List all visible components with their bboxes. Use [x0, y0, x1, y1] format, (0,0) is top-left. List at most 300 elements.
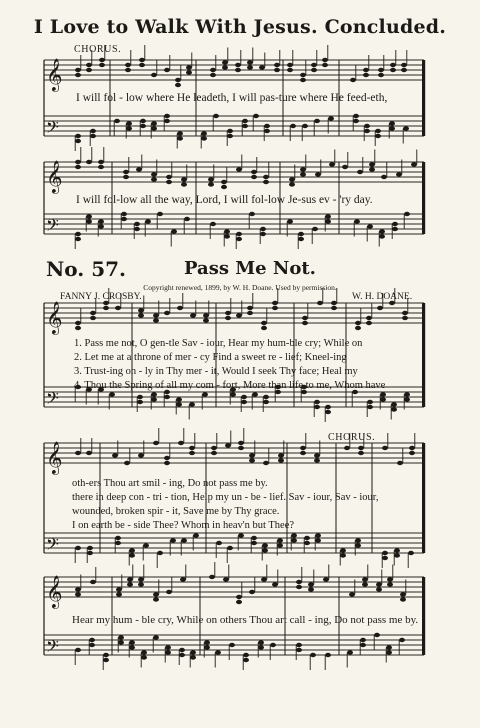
note-head: [157, 551, 163, 555]
note-head: [210, 68, 216, 72]
note-head: [362, 582, 368, 586]
note-head: [164, 461, 170, 465]
note-head: [264, 129, 270, 133]
note-head: [243, 658, 249, 662]
note-head: [247, 60, 253, 64]
note-head: [224, 229, 230, 233]
note-head: [75, 546, 81, 550]
note-head: [140, 119, 146, 123]
note-head: [382, 551, 388, 555]
note-head: [171, 229, 177, 233]
note-head: [277, 538, 283, 542]
note-head: [302, 321, 308, 325]
note-head: [151, 177, 157, 181]
note-head: [140, 124, 146, 128]
note-head: [153, 597, 159, 601]
note-head: [165, 650, 171, 654]
note-head: [300, 78, 306, 82]
verse-1-line: 1. Pass me not, O gen-tle Sav - iour, Hear my hum-ble cry; While on: [74, 338, 363, 349]
note-head: [75, 451, 81, 455]
note-head: [193, 533, 199, 537]
note-head: [261, 326, 267, 330]
note-head: [90, 129, 96, 133]
note-head: [360, 638, 366, 642]
note-head: [87, 551, 93, 555]
note-head: [392, 222, 398, 226]
note-head: [274, 68, 280, 72]
note-head: [151, 121, 157, 125]
note-head: [315, 538, 321, 542]
note-head: [354, 219, 360, 223]
note-head: [315, 172, 321, 176]
note-head: [315, 533, 321, 537]
note-head: [328, 116, 334, 120]
note-head: [121, 217, 127, 221]
note-head: [141, 650, 147, 654]
note-head: [75, 648, 81, 652]
note-head: [298, 237, 304, 241]
note-head: [115, 306, 121, 310]
note-head: [203, 318, 209, 322]
note-head: [238, 441, 244, 445]
note-head: [242, 119, 248, 123]
note-head: [358, 446, 364, 450]
note-head: [129, 548, 135, 552]
note-head: [272, 582, 278, 586]
verse-4-line-b: I on earth be - side Thee? Whom in heav'n but Thee?: [72, 520, 295, 531]
note-head: [260, 232, 266, 236]
note-head: [360, 643, 366, 647]
note-head: [264, 124, 270, 128]
note-head: [118, 635, 124, 639]
note-head: [378, 68, 384, 72]
note-head: [251, 536, 257, 540]
note-head: [325, 219, 331, 223]
note-head: [151, 73, 157, 77]
note-head: [253, 114, 259, 118]
note-head: [136, 167, 142, 171]
note-head: [129, 645, 135, 649]
note-head: [308, 582, 314, 586]
note-head: [314, 458, 320, 462]
author-credit: FANNY J. CROSBY.: [60, 292, 142, 302]
note-head: [304, 536, 310, 540]
note-head: [300, 167, 306, 171]
note-head: [204, 645, 210, 649]
bass-clef: 𝄢: [46, 117, 59, 141]
note-head: [230, 392, 236, 396]
copyright-note: Copyright renewed, 1899, by W. H. Doane. Used by permission.: [143, 283, 337, 292]
note-head: [153, 592, 159, 596]
note-head: [115, 541, 121, 545]
note-head: [166, 175, 172, 179]
note-head: [75, 587, 81, 591]
note-head: [252, 392, 258, 396]
note-head: [302, 124, 308, 128]
note-head: [103, 653, 109, 657]
page-title: I Love to Walk With Jesus. Concluded.: [33, 16, 447, 38]
note-head: [355, 538, 361, 542]
note-head: [210, 222, 216, 226]
note-head: [201, 131, 207, 135]
note-head: [249, 453, 255, 457]
note-head: [400, 597, 406, 601]
note-head: [177, 306, 183, 310]
note-head: [229, 643, 235, 647]
note-head: [358, 451, 364, 455]
note-head: [86, 219, 92, 223]
note-head: [300, 172, 306, 176]
note-head: [259, 65, 265, 69]
note-head: [382, 446, 388, 450]
note-head: [134, 227, 140, 231]
note-head: [304, 541, 310, 545]
note-head: [270, 643, 276, 647]
lyric-line-2: I will fol-low all the way, Lord, I will fol-low Je-sus ev - 'ry day.: [76, 194, 373, 206]
verse-1-line-b: oth-ers Thou art smil - ing, Do not pass me by.: [72, 478, 268, 489]
note-head: [89, 638, 95, 642]
note-head: [186, 70, 192, 74]
verse-3-line-b: wounded, broken spir - it, Save me by Thy grace.: [72, 506, 280, 517]
note-head: [355, 543, 361, 547]
note-head: [408, 551, 414, 555]
note-head: [151, 126, 157, 130]
note-head: [211, 446, 217, 450]
note-head: [236, 232, 242, 236]
note-head: [241, 395, 247, 399]
note-head: [238, 533, 244, 537]
note-head: [344, 446, 350, 450]
note-head: [251, 541, 257, 545]
note-head: [90, 580, 96, 584]
note-head: [272, 301, 278, 305]
note-head: [325, 410, 331, 414]
note-head: [389, 126, 395, 130]
note-head: [322, 58, 328, 62]
note-head: [355, 326, 361, 330]
note-head: [164, 395, 170, 399]
note-head: [227, 546, 233, 550]
note-head: [184, 217, 190, 221]
note-head: [314, 119, 320, 123]
note-head: [411, 162, 417, 166]
note-head: [99, 63, 105, 67]
composer-credit: W. H. DOANE.: [352, 292, 413, 302]
note-head: [249, 458, 255, 462]
note-head: [145, 219, 151, 223]
note-head: [116, 592, 122, 596]
note-head: [177, 136, 183, 140]
note-head: [225, 311, 231, 315]
note-head: [322, 63, 328, 67]
note-head: [380, 392, 386, 396]
note-head: [99, 58, 105, 62]
note-head: [179, 653, 185, 657]
note-head: [125, 68, 131, 72]
note-head: [203, 313, 209, 317]
note-head: [189, 446, 195, 450]
note-head: [289, 177, 295, 181]
note-head: [227, 134, 233, 138]
note-head: [241, 400, 247, 404]
note-head: [181, 177, 187, 181]
note-head: [340, 553, 346, 557]
note-head: [379, 229, 385, 233]
note-head: [353, 114, 359, 118]
note-head: [221, 180, 227, 184]
note-head: [401, 68, 407, 72]
note-head: [387, 582, 393, 586]
note-head: [75, 232, 81, 236]
note-head: [409, 451, 415, 455]
note-head: [263, 461, 269, 465]
note-head: [404, 397, 410, 401]
note-head: [300, 451, 306, 455]
note-head: [75, 237, 81, 241]
note-head: [126, 121, 132, 125]
chorus-lyric-line: Hear my hum - ble cry, While on others Thou art call - ing, Do not pass me by.: [72, 614, 419, 626]
note-head: [98, 165, 104, 169]
note-head: [138, 577, 144, 581]
note-head: [396, 172, 402, 176]
note-head: [98, 224, 104, 228]
note-head: [397, 461, 403, 465]
note-head: [166, 180, 172, 184]
note-head: [176, 397, 182, 401]
note-head: [170, 538, 176, 542]
note-head: [262, 543, 268, 547]
note-head: [124, 461, 130, 465]
note-head: [278, 453, 284, 457]
note-head: [402, 311, 408, 315]
treble-clef: 𝄞: [46, 441, 63, 474]
note-head: [261, 321, 267, 325]
note-head: [208, 177, 214, 181]
note-head: [278, 458, 284, 462]
note-head: [90, 316, 96, 320]
note-head: [179, 648, 185, 652]
note-head: [331, 306, 337, 310]
note-head: [75, 73, 81, 77]
note-head: [340, 548, 346, 552]
note-head: [164, 68, 170, 72]
note-head: [402, 316, 408, 320]
note-head: [366, 316, 372, 320]
note-head: [242, 124, 248, 128]
note-head: [211, 451, 217, 455]
verse-3-line: 3. Trust-ing on - ly in Thy mer - it, Would I seek Thy face; Heal my: [74, 366, 358, 377]
note-head: [190, 313, 196, 317]
note-head: [289, 182, 295, 186]
note-head: [222, 65, 228, 69]
note-head: [350, 78, 356, 82]
note-head: [274, 63, 280, 67]
note-head: [177, 131, 183, 135]
treble-clef: 𝄞: [46, 575, 63, 608]
note-head: [290, 124, 296, 128]
note-head: [129, 553, 135, 557]
note-head: [137, 400, 143, 404]
note-head: [151, 172, 157, 176]
note-head: [367, 400, 373, 404]
note-head: [235, 63, 241, 67]
note-head: [311, 63, 317, 67]
note-head: [236, 600, 242, 604]
note-head: [180, 577, 186, 581]
note-head: [378, 73, 384, 77]
note-head: [227, 129, 233, 133]
note-head: [153, 318, 159, 322]
note-head: [189, 451, 195, 455]
note-head: [262, 548, 268, 552]
note-head: [86, 451, 92, 455]
note-head: [390, 68, 396, 72]
note-head: [287, 68, 293, 72]
note-head: [409, 446, 415, 450]
note-head: [342, 165, 348, 169]
note-head: [165, 645, 171, 649]
note-head: [314, 400, 320, 404]
note-head: [287, 219, 293, 223]
note-head: [376, 587, 382, 591]
note-head: [129, 640, 135, 644]
note-head: [391, 402, 397, 406]
note-head: [400, 592, 406, 596]
note-head: [314, 405, 320, 409]
note-head: [263, 180, 269, 184]
note-head: [87, 546, 93, 550]
note-head: [75, 165, 81, 169]
note-head: [210, 73, 216, 77]
note-head: [103, 658, 109, 662]
note-head: [151, 392, 157, 396]
note-head: [311, 68, 317, 72]
note-head: [329, 162, 335, 166]
note-head: [387, 577, 393, 581]
note-head: [323, 577, 329, 581]
note-head: [121, 212, 127, 216]
note-head: [392, 227, 398, 231]
note-head: [261, 577, 267, 581]
note-head: [164, 119, 170, 123]
note-head: [247, 306, 253, 310]
hymn-title: Pass Me Not.: [184, 258, 316, 279]
note-head: [164, 456, 170, 460]
note-head: [86, 160, 92, 164]
note-head: [296, 585, 302, 589]
note-head: [325, 214, 331, 218]
note-head: [272, 306, 278, 310]
note-head: [209, 575, 215, 579]
note-head: [366, 321, 372, 325]
note-head: [394, 548, 400, 552]
note-head: [137, 395, 143, 399]
note-head: [258, 640, 264, 644]
hymn-number: No. 57.: [46, 257, 126, 281]
chorus-label-top: CHORUS.: [74, 44, 122, 55]
note-head: [190, 655, 196, 659]
note-head: [225, 316, 231, 320]
note-head: [251, 170, 257, 174]
bass-clef: 𝄢: [46, 388, 59, 412]
note-head: [221, 185, 227, 189]
note-head: [127, 582, 133, 586]
note-head: [204, 640, 210, 644]
note-head: [258, 645, 264, 649]
note-head: [127, 577, 133, 581]
bass-clef: 𝄢: [46, 534, 59, 558]
note-head: [236, 237, 242, 241]
note-head: [310, 653, 316, 657]
note-head: [153, 441, 159, 445]
note-head: [98, 219, 104, 223]
note-head: [291, 538, 297, 542]
note-head: [75, 134, 81, 138]
note-head: [364, 129, 370, 133]
note-head: [138, 453, 144, 457]
note-head: [381, 175, 387, 179]
note-head: [390, 63, 396, 67]
verse-2-line-b: there in deep con - tri - tion, Help my un - be - lief. Sav - iour, Sav - iour,: [72, 492, 379, 503]
note-head: [225, 443, 231, 447]
note-head: [375, 134, 381, 138]
note-head: [224, 234, 230, 238]
note-head: [190, 650, 196, 654]
note-head: [308, 587, 314, 591]
verse-4-line: 4. Thou the Spring of all my com - fort, More than life to me, Whom have: [74, 380, 386, 391]
note-head: [249, 212, 255, 216]
note-head: [251, 175, 257, 179]
note-head: [300, 73, 306, 77]
note-head: [403, 126, 409, 130]
note-head: [208, 182, 214, 186]
note-head: [386, 650, 392, 654]
note-head: [98, 160, 104, 164]
note-head: [302, 316, 308, 320]
note-head: [186, 65, 192, 69]
note-head: [89, 643, 95, 647]
note-head: [263, 400, 269, 404]
note-head: [151, 397, 157, 401]
note-head: [243, 653, 249, 657]
note-head: [75, 160, 81, 164]
note-head: [175, 78, 181, 82]
note-head: [347, 650, 353, 654]
note-head: [382, 556, 388, 560]
note-head: [176, 402, 182, 406]
note-head: [216, 541, 222, 545]
note-head: [166, 590, 172, 594]
note-head: [175, 83, 181, 87]
bass-clef: 𝄢: [46, 636, 59, 660]
note-head: [349, 592, 355, 596]
note-head: [213, 114, 219, 118]
treble-clef: 𝄞: [46, 301, 63, 334]
note-head: [249, 590, 255, 594]
note-head: [399, 638, 405, 642]
note-head: [374, 633, 380, 637]
note-head: [238, 446, 244, 450]
note-head: [112, 453, 118, 457]
lyric-line-1: I will fol - low where He leadeth, I will pas-ture where He feed-eth,: [76, 92, 388, 104]
note-head: [379, 234, 385, 238]
note-head: [115, 536, 121, 540]
note-head: [138, 313, 144, 317]
note-head: [314, 453, 320, 457]
note-head: [331, 301, 337, 305]
note-head: [143, 543, 149, 547]
note-head: [363, 73, 369, 77]
